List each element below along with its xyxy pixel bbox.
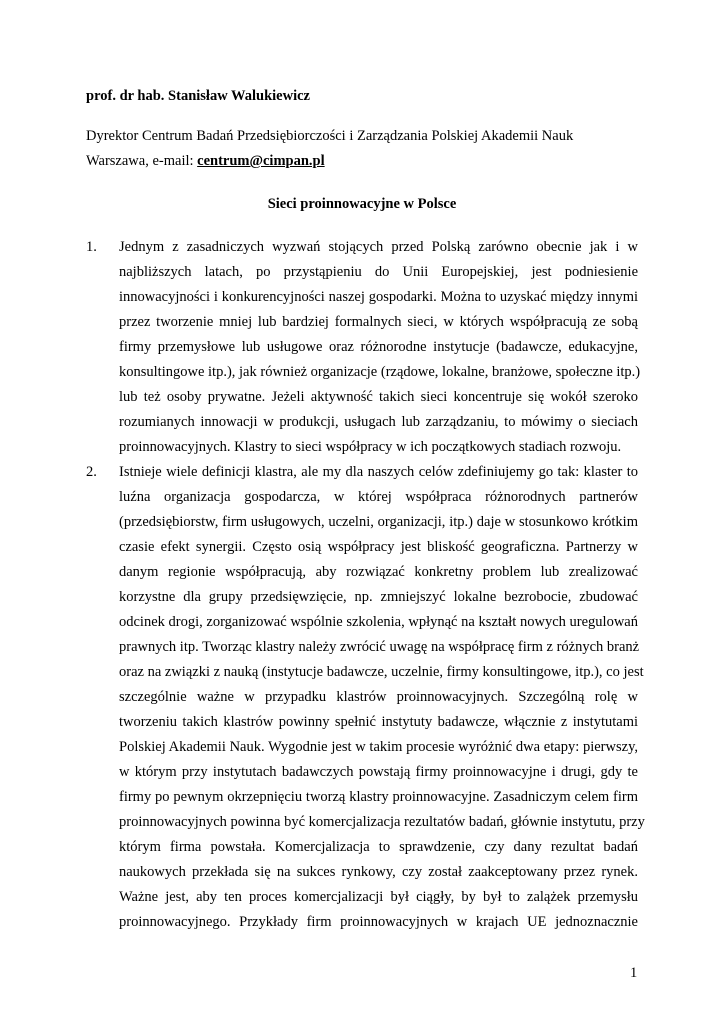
- email-link[interactable]: centrum@cimpan.pl: [197, 153, 325, 169]
- paragraph-line: oraz na związki z nauką (instytucje badawcze, uczelnie, firmy konsultingowe, itp.), co jest: [119, 664, 644, 680]
- item-number: 2.: [86, 464, 97, 480]
- numbered-list: [86, 235, 645, 935]
- paragraph-line: Istnieje wiele definicji klastra, ale my dla naszych celów zdefiniujemy go tak: klaster to: [119, 464, 638, 480]
- paragraph-line: luźna organizacja gospodarcza, w której współpraca różnorodnych partnerów: [119, 489, 638, 505]
- paragraph-line: innowacyjności i konkurencyjności naszej gospodarki. Można to uzyskać między innymi: [119, 289, 638, 305]
- list-item: [86, 235, 641, 460]
- paragraph-line: konsultingowe itp.), jak również organizacje (rządowe, lokalne, branżowe, społeczne itp.): [119, 364, 641, 380]
- paragraph-line: Ważne jest, aby ten proces komercjalizacji był ciągły, by był to zalążek przemysłu: [119, 889, 638, 905]
- paragraph-line: danym regionie współpracują, aby rozwiązać konkretny problem lub zrealizować: [119, 564, 638, 580]
- paragraph-line: Jednym z zasadniczych wyzwań stojących przed Polską zarówno obecnie jak i w: [119, 239, 638, 255]
- paragraph-line: naukowych przekłada się na sukces rynkowy, czy został zaakceptowany przez rynek.: [119, 864, 638, 880]
- paragraph-line: prawnych itp. Tworząc klastry należy zwrócić uwagę na współpracę firm z różnych branż: [119, 639, 640, 655]
- paragraph-line: w którym przy instytutach badawczych powstają firmy proinnowacyjne i drugi, gdy te: [119, 764, 638, 780]
- paragraph-line: przez tworzenie mniej lub bardziej formalnych sieci, w których współpracują ze sobą: [119, 314, 638, 330]
- list-item: [86, 460, 645, 935]
- paragraph-line: lub też osoby prywatne. Jeżeli aktywność takich sieci koncentruje się wokół szeroko: [119, 389, 638, 405]
- paragraph-line: proinnowacyjnych. Klastry to sieci współpracy w ich początkowych stadiach rozwoju.: [119, 439, 622, 455]
- paragraph-line: czasie efekt synergii. Często osią współpracy jest bliskość geograficzna. Partnerzy w: [119, 539, 638, 555]
- document-title: Sieci proinnowacyjne w Polsce: [267, 196, 457, 212]
- paragraph-line: odcinek drogi, zorganizować wspólnie szkolenia, wpłynąć na kształt nowych uregulowań: [119, 614, 638, 630]
- paragraph-line: którym firma powstała. Komercjalizacja to sprawdzenie, czy dany rezultat badań: [119, 839, 638, 855]
- paragraph-line: korzystne dla grupy przedsięwzięcie, np. zmniejszyć lokalne bezrobocie, zbudować: [119, 589, 638, 605]
- page-number: 1: [630, 965, 638, 981]
- location-label: Warszawa, e-mail:: [86, 153, 198, 169]
- paragraph-line: Polskiej Akademii Nauk. Wygodnie jest w takim procesie wyróżnić dwa etapy: pierwszy,: [119, 739, 638, 755]
- paragraph-line: proinnowacyjnego. Przykłady firm proinnowacyjnych w krajach UE jednoznacznie: [119, 914, 638, 930]
- author-contact: [86, 151, 325, 171]
- paragraph-line: proinnowacyjnych powinna być komercjalizacja rezultatów badań, głównie instytutu, przy: [119, 814, 645, 830]
- paragraph-line: najbliższych latach, po przystąpieniu do Unii Europejskiej, jest podniesienie: [119, 264, 638, 280]
- paragraph-line: rozumianych innowacji w produkcji, usługach lub zarządzaniu, to mówimy o sieciach: [119, 414, 638, 430]
- paragraph-line: firmy po pewnym okrzepnięciu tworzą klastry proinnowacyjne. Zasadniczym celem firm: [119, 789, 638, 805]
- paragraph-line: (przedsiębiorstw, firm usługowych, uczelni, organizacji, itp.) daje w stosunkowo krótkim: [119, 514, 638, 530]
- item-number: 1.: [86, 239, 97, 255]
- paragraph-line: firmy przemysłowe lub usługowe oraz różnorodne instytucje (badawcze, edukacyjne,: [119, 339, 638, 355]
- paragraph-line: szczególnie ważne w przypadku klastrów proinnowacyjnych. Szczególną rolę w: [119, 689, 638, 705]
- paragraph-line: tworzeniu takich klastrów powinny spełnić instytuty badawcze, włącznie z instytutami: [119, 714, 638, 730]
- author-affiliation: Dyrektor Centrum Badań Przedsiębiorczości i Zarządzania Polskiej Akademii Nauk: [86, 128, 574, 144]
- author-name: prof. dr hab. Stanisław Walukiewicz: [86, 88, 310, 104]
